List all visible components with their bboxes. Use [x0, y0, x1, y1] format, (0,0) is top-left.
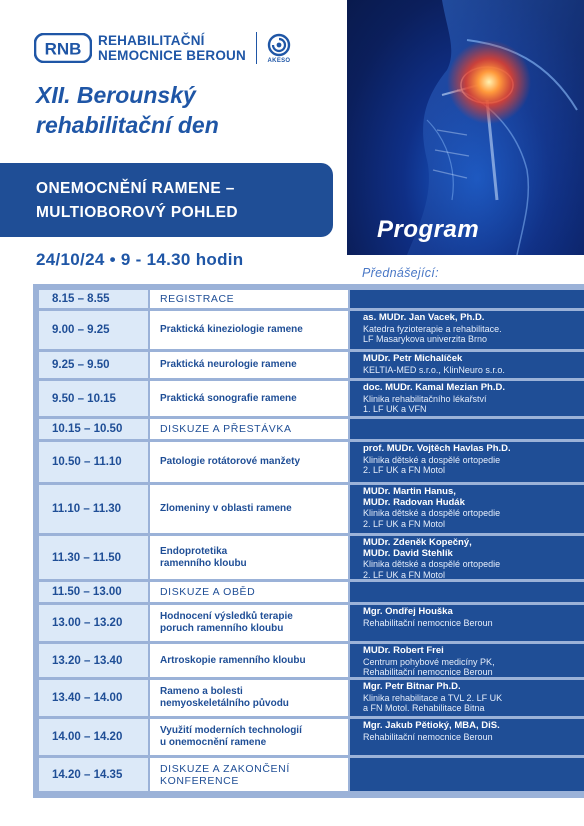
speaker-name: Mgr. Petr Bitnar Ph.D.	[363, 681, 461, 692]
schedule-speaker	[350, 536, 584, 579]
schedule-time: 10.15 – 10.50	[39, 419, 148, 439]
schedule-lecture-topic: Zlomeniny v oblasti ramene	[150, 485, 348, 533]
schedule-speaker	[350, 290, 584, 308]
schedule-speaker	[350, 644, 584, 677]
speaker-name: MUDr. Robert Frei	[363, 645, 444, 656]
event-title-line2: rehabilitační den	[36, 112, 219, 138]
schedule-row	[39, 605, 584, 641]
program-label: Program	[377, 216, 480, 243]
schedule-speaker	[350, 605, 584, 641]
schedule-time: 13.40 – 14.00	[39, 680, 148, 716]
topic-line2: MULTIOBOROVÝ POHLED	[36, 204, 238, 221]
pain-glow-icon	[447, 40, 531, 124]
schedule-speaker	[350, 352, 584, 378]
schedule-time: 9.00 – 9.25	[39, 311, 148, 349]
topic-text	[36, 177, 238, 225]
schedule-row	[39, 311, 584, 349]
header-logos	[34, 30, 291, 66]
schedule-lecture-topic: Artroskopie ramenního kloubu	[150, 644, 348, 677]
schedule-row	[39, 419, 584, 439]
speaker-name: MUDr. Zdeněk Kopečný, MUDr. David Stehlík	[363, 537, 472, 559]
schedule-time: 14.20 – 14.35	[39, 758, 148, 791]
speaker-name: prof. MUDr. Vojtěch Havlas Ph.D.	[363, 443, 511, 454]
schedule-time: 11.10 – 11.30	[39, 485, 148, 533]
event-title-line1: XII. Berounský	[36, 82, 196, 108]
speaker-affiliation: Klinika dětské a dospělé ortopedie 2. LF UK a FN Motol	[363, 454, 501, 475]
schedule-break-label: DISKUZE A PŘESTÁVKA	[150, 419, 348, 439]
schedule-time: 14.00 – 14.20	[39, 719, 148, 755]
schedule-row	[39, 582, 584, 602]
schedule-lecture-topic: Patologie rotátorové manžety	[150, 442, 348, 482]
speaker-affiliation: Klinika dětské a dospělé ortopedie 2. LF UK a FN Motol	[363, 559, 501, 580]
schedule-speaker	[350, 719, 584, 755]
schedule-speaker	[350, 680, 584, 716]
schedule-break-label: REGISTRACE	[150, 290, 348, 308]
schedule-speaker	[350, 582, 584, 602]
schedule-break-label: DISKUZE A OBĚD	[150, 582, 348, 602]
schedule-lecture-topic: Endoprotetika ramenního kloubu	[150, 536, 348, 579]
schedule-row	[39, 442, 584, 482]
speaker-affiliation: KELTIA-MED s.r.o., KlinNeuro s.r.o.	[363, 364, 505, 375]
rnb-logo-icon	[34, 33, 92, 63]
akeso-spiral-icon	[267, 33, 291, 57]
schedule-speaker	[350, 442, 584, 482]
schedule-time: 8.15 – 8.55	[39, 290, 148, 308]
schedule-time: 9.50 – 10.15	[39, 381, 148, 416]
schedule-lecture-topic: Rameno a bolesti nemyoskeletálního původu	[150, 680, 348, 716]
speaker-name: doc. MUDr. Kamal Mezian Ph.D.	[363, 382, 505, 393]
speaker-affiliation: Rehabilitační nemocnice Beroun	[363, 731, 493, 742]
speaker-name: Mgr. Ondřej Houška	[363, 606, 453, 617]
schedule-row	[39, 680, 584, 716]
topic-line1: ONEMOCNĚNÍ RAMENE –	[36, 180, 235, 197]
schedule-lecture-topic: Praktická sonografie ramene	[150, 381, 348, 416]
schedule-time: 13.00 – 13.20	[39, 605, 148, 641]
rnb-logo-text: RNB	[44, 39, 82, 59]
hospital-name-line1: REHABILITAČNÍ	[98, 33, 205, 48]
schedule-lecture-topic: Praktická neurologie ramene	[150, 352, 348, 378]
speaker-affiliation: Klinika rehabilitace a TVL 2. LF UK a FN Motol. Rehabilitace Bitna	[363, 692, 503, 713]
speaker-affiliation: Rehabilitační nemocnice Beroun	[363, 617, 493, 628]
akeso-logo	[267, 33, 291, 64]
schedule-row	[39, 381, 584, 416]
hospital-name-line2: NEMOCNICE BEROUN	[98, 48, 246, 63]
event-title	[36, 80, 219, 140]
speaker-name: MUDr. Petr Michalíček	[363, 353, 463, 364]
speaker-affiliation: Katedra fyzioterapie a rehabilitace. LF Masarykova univerzita Brno	[363, 323, 502, 344]
schedule-row	[39, 758, 584, 791]
schedule-lecture-topic: Využití moderních technologií u onemocnění ramene	[150, 719, 348, 755]
speaker-name: MUDr. Martin Hanus, MUDr. Radovan Hudák	[363, 486, 465, 508]
speakers-heading: Přednášející:	[362, 266, 439, 280]
schedule-time: 11.50 – 13.00	[39, 582, 148, 602]
speaker-name: as. MUDr. Jan Vacek, Ph.D.	[363, 312, 485, 323]
schedule-row	[39, 290, 584, 308]
schedule-row	[39, 719, 584, 755]
schedule-speaker	[350, 381, 584, 416]
event-date-time: 24/10/24 • 9 - 14.30 hodin	[36, 250, 244, 269]
schedule-speaker	[350, 758, 584, 791]
schedule-speaker	[350, 419, 584, 439]
speaker-affiliation: Klinika rehabilitačního lékařství 1. LF UK a VFN	[363, 393, 487, 414]
schedule-speaker	[350, 485, 584, 533]
schedule-time: 11.30 – 11.50	[39, 536, 148, 579]
schedule-break-label: DISKUZE A ZAKONČENÍ KONFERENCE	[150, 758, 348, 791]
schedule-row	[39, 485, 584, 533]
schedule-row	[39, 644, 584, 677]
schedule-time: 10.50 – 11.10	[39, 442, 148, 482]
topic-banner	[0, 163, 333, 237]
schedule-row	[39, 352, 584, 378]
speaker-name: Mgr. Jakub Pětioký, MBA, DiS.	[363, 720, 500, 731]
akeso-logo-text: AKESO	[267, 57, 291, 64]
logo-divider	[256, 32, 257, 64]
hospital-name	[98, 33, 246, 63]
speaker-affiliation: Klinika dětské a dospělé ortopedie 2. LF UK a FN Motol	[363, 508, 501, 529]
speaker-affiliation: Centrum pohybové medicíny PK, Rehabilitační nemocnice Beroun	[363, 656, 495, 677]
schedule-row	[39, 536, 584, 579]
schedule-time: 9.25 – 9.50	[39, 352, 148, 378]
schedule-lecture-topic: Praktická kineziologie ramene	[150, 311, 348, 349]
schedule-lecture-topic: Hodnocení výsledků terapie poruch ramenního kloubu	[150, 605, 348, 641]
shoulder-hero-image	[347, 0, 584, 255]
schedule-speaker	[350, 311, 584, 349]
schedule-table	[33, 284, 584, 798]
schedule-time: 13.20 – 13.40	[39, 644, 148, 677]
